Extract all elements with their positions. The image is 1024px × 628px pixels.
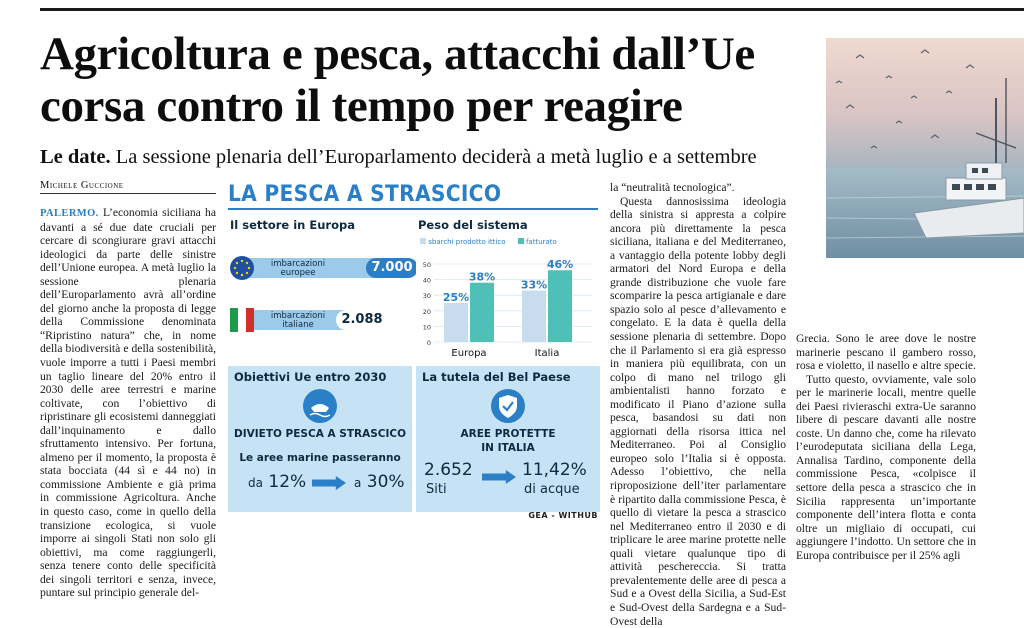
protected-areas-label-2: IN ITALIA (481, 442, 535, 454)
subhead (40, 146, 800, 169)
eu-boats-value: 7.000 (366, 258, 418, 278)
headline-line-1: Agricoltura e pesca, attacchi dall’Ue (40, 28, 755, 80)
article-column-2 (610, 181, 786, 628)
sector-box (228, 214, 412, 364)
article-column-1 (40, 206, 216, 600)
y-tick-label: 10 (422, 323, 431, 332)
headline (40, 28, 800, 132)
byline: Michele Guccione (40, 180, 216, 194)
legend (420, 238, 557, 246)
column-2-paragraph-2: Questa dannosissima ideologia della sinistra si appresta a colpire ancora più direttamente la pesca siciliana, italiana e del Mediterraneo, a vantaggio della potente lobby degli armatori del Nord Europa e della grande distribuzione che vuole fare scomparire la pesca artigianale e dare spazio solo al pesce d’allevamento e congelato. E la data è quella della sessione plenaria di settembre. Dopo che il Parlamento si era già espresso in maniera più equilibrata, con un colpo di mano nel trilogo gli ambientalisti hanno forzato e modificato il Piano d’azione sulla pesca, basandosi su dati non aggiornati della risorsa ittica nel Mediterraneo. Poi al Consiglio europeo solo l’Italia si è opposta. Adesso l’obiettivo, che nella riproposizione dell’iter parlamentare è ripartito dalla commissione Pesca, è quello di vietare la pesca a strascico nel Mediterraneo entro il 2030 e di triplicare le aree marine protette nelle quali vietare qualunque tipo di attività peschereccia. Si tratta prevalentemente delle aree di pesca a Sud e a Ovest della Sicilia, a Sud-Est e Sud-Ovest della Sardegna e a Sud-Ovest della (610, 194, 786, 628)
data-label: 46% (546, 258, 574, 272)
weight-title: Peso del sistema (418, 218, 528, 232)
from-block (248, 472, 306, 492)
article-column-3 (796, 332, 976, 562)
to-value: 30% (366, 472, 405, 492)
column-1-text: L’economia siciliana ha davanti a sé due date cruciali per cercare di scongiurare gravi attacchi ideologici da parte delle sinistre dell’Unione europea. A metà luglio la sessione plenaria dell’Europarlamento avrà all’ordine del giorno anche la proposta di legge della Commissione denominata “Ripristino natura” che, in nome della biodiversità e della sostenibilità, vuole imporre a tutti i Paesi membri un taglio lineare del 20% entro il 2030 delle aree terrestri e marine coltivate, con l’obiettivo di ripristinare gli ecosistemi danneggiati dall’inquinamento e dallo sfruttamento intensivo. Per fortuna, almeno per il momento, la proposta è stata bocciata (44 sì e 44 no) in commissione Ambiente e già prima in commissione Agricoltura. Anche in questo caso, come in quello della transizione ecologica, si vuole imporre ai singoli Stati non solo gli obiettivi, ma come raggiungerli, senza tenere conto delle specificità dei singoli territori e senza, invece, puntare sul principio generale del- (40, 206, 216, 600)
arrow-right-icon (482, 470, 516, 484)
column-3-paragraph-1: Grecia. Sono le aree dove le nostre marinerie pescano il gambero rosso, rosa e violetto, il nasello e altre specie. (796, 332, 976, 373)
category-label: Europa (451, 348, 487, 359)
column-2-paragraph-1: la “neutralità tecnologica”. (610, 181, 735, 194)
from-value: 12% (268, 472, 307, 492)
sites-value: 2.652 (424, 460, 473, 480)
protected-areas-label-1: AREE PROTETTE (460, 428, 556, 440)
column-3-paragraph-2: Tutto questo, ovviamente, vale solo per le marinerie locali, mentre quelle dei Paesi rivieraschi extra-Ue saranno libere di pescare davanti alle nostre coste. Un danno che, come ha rilevato l’eurodeputata siciliana della Lega, Annalisa Tardino, componente della commissione Pesca, «colpisce il settore della pesca a strascico che in Sicilia rappresenta un’importante componente dell’intera flotta e conta oltre un migliaio di occupati, cui aggiungere l’indotto. Un settore che in Europa contribuisce per il 25% agli (796, 372, 976, 562)
boat-illustration (826, 38, 1024, 258)
legend-label-2: fatturato (525, 238, 557, 246)
it-boats-row (230, 308, 414, 332)
weight-chart-box (416, 214, 600, 364)
graphic-credit: GEA - WITHUB (528, 511, 598, 520)
data-label: 33% (520, 278, 548, 292)
y-tick-label: 20 (422, 307, 431, 316)
bar (470, 283, 494, 342)
bar (444, 303, 468, 342)
water-label: di acque (524, 482, 580, 497)
headline-line-2: corsa contro il tempo per reagire (40, 80, 683, 132)
trawl-ban-icon (302, 388, 338, 424)
italy-flag-icon (230, 308, 254, 332)
protection-box (416, 366, 600, 512)
eu-boats-row (230, 256, 414, 280)
to-block (354, 472, 405, 492)
legend-swatch-2 (518, 238, 524, 244)
sector-title: Il settore in Europa (230, 218, 355, 232)
shield-check-icon (490, 388, 526, 424)
subhead-lead: Le date. (40, 146, 111, 168)
trawl-ban-label: DIVIETO PESCA A STRASCICO (233, 428, 406, 440)
bar (548, 270, 572, 342)
it-boats-value: 2.088 (336, 310, 388, 330)
category-label: Italia (534, 348, 560, 359)
fishing-boat-photo (826, 38, 1024, 258)
it-boats-label: imbarcazioni italiane (270, 311, 326, 330)
y-tick-label: 50 (422, 261, 431, 269)
y-tick-label: 40 (422, 276, 431, 285)
protection-title: La tutela del Bel Paese (422, 370, 571, 384)
objectives-title: Obiettivi Ue entro 2030 (234, 370, 387, 384)
bar (522, 291, 546, 342)
marine-areas-text: Le aree marine passeranno (239, 452, 401, 464)
from-label: da (248, 476, 263, 490)
top-rule (40, 8, 1024, 11)
to-label: a (354, 476, 362, 490)
eu-flag-icon (230, 256, 254, 280)
water-value: 11,42% (522, 460, 587, 480)
eu-boats-label: imbarcazioni europee (270, 259, 326, 278)
data-label: 38% (468, 270, 496, 284)
dateline-city: PALERMO. (40, 208, 99, 219)
legend-label-1: sbarchi prodotto ittico (428, 238, 506, 246)
y-tick-label: 30 (422, 292, 431, 301)
subhead-text: La sessione plenaria dell’Europarlamento deciderà a metà luglio e a settembre (115, 146, 757, 168)
arrow-right-icon (312, 476, 346, 490)
data-label: 25% (442, 291, 470, 304)
infographic-rule (228, 208, 598, 210)
sites-label: Siti (426, 482, 447, 497)
objectives-box (228, 366, 412, 512)
y-tick-label: 0 (426, 339, 431, 347)
infographic-title: LA PESCA A STRASCICO (228, 182, 502, 207)
legend-swatch-1 (420, 238, 426, 244)
infographic (224, 180, 604, 522)
bar-chart (416, 246, 600, 364)
